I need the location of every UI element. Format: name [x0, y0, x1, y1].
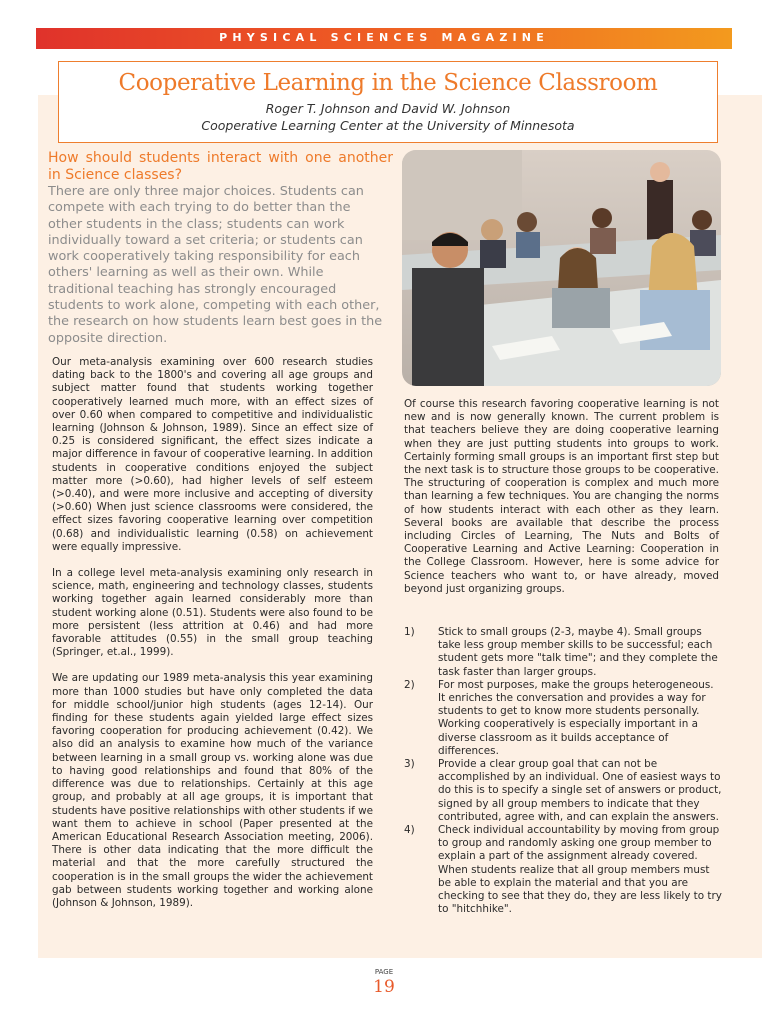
list-item: [404, 626, 724, 679]
magazine-name: PHYSICAL SCIENCES MAGAZINE: [219, 31, 549, 44]
article-affiliation: Cooperative Learning Center at the University of Minnesota: [201, 118, 575, 133]
left-column: [52, 356, 373, 910]
title-box: [58, 61, 718, 143]
intro-paragraph: There are only three major choices. Students can compete with each trying to do better than the other students in the class; students can work individually toward a set criteria; or students can work cooperatively taking responsibility for each others' learning as well as their own. While traditional teaching has strongly encouraged students to work alone, competing with each other, the research on how students learn best goes in the opposite direction.: [48, 184, 383, 346]
page-number: 19: [373, 977, 395, 997]
list-number: 1): [404, 626, 415, 638]
body-paragraph: Our meta-analysis examining over 600 research studies dating back to the 1800's and covering all age groups and subject matter found that students working together cooperatively learned much more, with an effect sizes of over 0.60 when compared to competitive and individualistic learning (Johnson & Johnson, 1989). Since an effect size of 0.25 is considered significant, the effect sizes indicate a major difference in favour of cooperative learning. In addition students in cooperative conditions enjoyed the subject matter more (>0.60), had higher levels of self esteem (>0.40), and were more inclusive and accepting of diversity (>0.60) When just science classrooms were considered, the effect sizes favoring cooperative learning over competition (0.68) and individualistic learning (0.58) on achievement were equally impressive.: [52, 356, 373, 553]
article-title: Cooperative Learning in the Science Classroom: [118, 70, 658, 96]
list-text: Check individual accountability by moving from group to group and randomly asking one group member to explain a part of the assignment already covered. When students realize that all group members must be able to explain the material and that you are checking to see that they do, they are less likely to try to "hitchhike".: [438, 824, 722, 916]
list-number: 3): [404, 758, 415, 771]
article-authors: Roger T. Johnson and David W. Johnson: [265, 101, 511, 116]
list-item: [404, 679, 724, 758]
magazine-banner: [36, 28, 732, 49]
body-paragraph: In a college level meta-analysis examining only research in science, math, engineering and technology classes, students working together again learned considerably more than student working alone (0.51). Students were also found to be more persistent (less attrition at 0.46) and had more favorable attitudes (0.55) in the small group teaching (Springer, et.al., 1999).: [52, 567, 373, 659]
list-item: [404, 758, 724, 824]
lead-question: How should students interact with one another in Science classes?: [48, 150, 393, 183]
advice-list: [404, 626, 724, 916]
list-text: For most purposes, make the groups heterogeneous. It enriches the conversation and provides a way for students to get to know more students personally. Working cooperatively is especially important in a diverse classroom as it builds acceptance of differences.: [438, 678, 714, 757]
list-number: 2): [404, 678, 415, 691]
classroom-photo: [402, 150, 721, 386]
page-label: PAGE: [374, 968, 394, 976]
list-item: [404, 824, 724, 916]
list-text: Provide a clear group goal that can not be accomplished by an individual. One of easiest ways to do this is to specify a single set of answers or product, signed by all group members to indicate that they contributed, agree with, and can explain the answers.: [438, 758, 722, 823]
right-column: [404, 398, 719, 596]
list-number: 4): [404, 824, 415, 837]
list-text: Stick to small groups (2-3, maybe 4). Small groups take less group member skills to be successful; each student gets more "talk time"; and they complete the task faster than larger groups.: [438, 626, 718, 678]
body-paragraph: Of course this research favoring cooperative learning is not new and is now generally known. The current problem is that teachers believe they are doing cooperative learning when they are just putting students into groups to work. Certainly forming small groups is an important first step but the next task is to structure those groups to be cooperative. The structuring of cooperation is complex and much more than learning a few techniques. You are changing the norms of how students interact with each other as they learn. Several books are available that describe the process including Circles of Learning, The Nuts and Bolts of Cooperative Learning and Active Learning: Cooperation in the College Classroom. However, here is some advice for Science teachers who want to, or have already, moved beyond just organizing groups.: [404, 398, 719, 595]
body-paragraph: We are updating our 1989 meta-analysis this year examining more than 1000 studies but have only completed the data for middle school/junior high students (ages 12-14). Our finding for these students again yielded large effect sizes favoring cooperation for producing achievement (0.42). We also did an analysis to examine how much of the variance between learning in a small group vs. working alone was due to having good relationships and found that 80% of the difference was due to relationships. Certainly at this age group, and probably at all age groups, it is important that students have positive relationships with other students if we want them to achieve in school (Paper presented at the American Educational Research Association meeting, 2006). There is other data indicating that the more difficult the material and that the more carefully structured the cooperation is in the small groups the wider the achievement gab between students working together and working alone (Johnson & Johnson, 1989).: [52, 672, 373, 909]
